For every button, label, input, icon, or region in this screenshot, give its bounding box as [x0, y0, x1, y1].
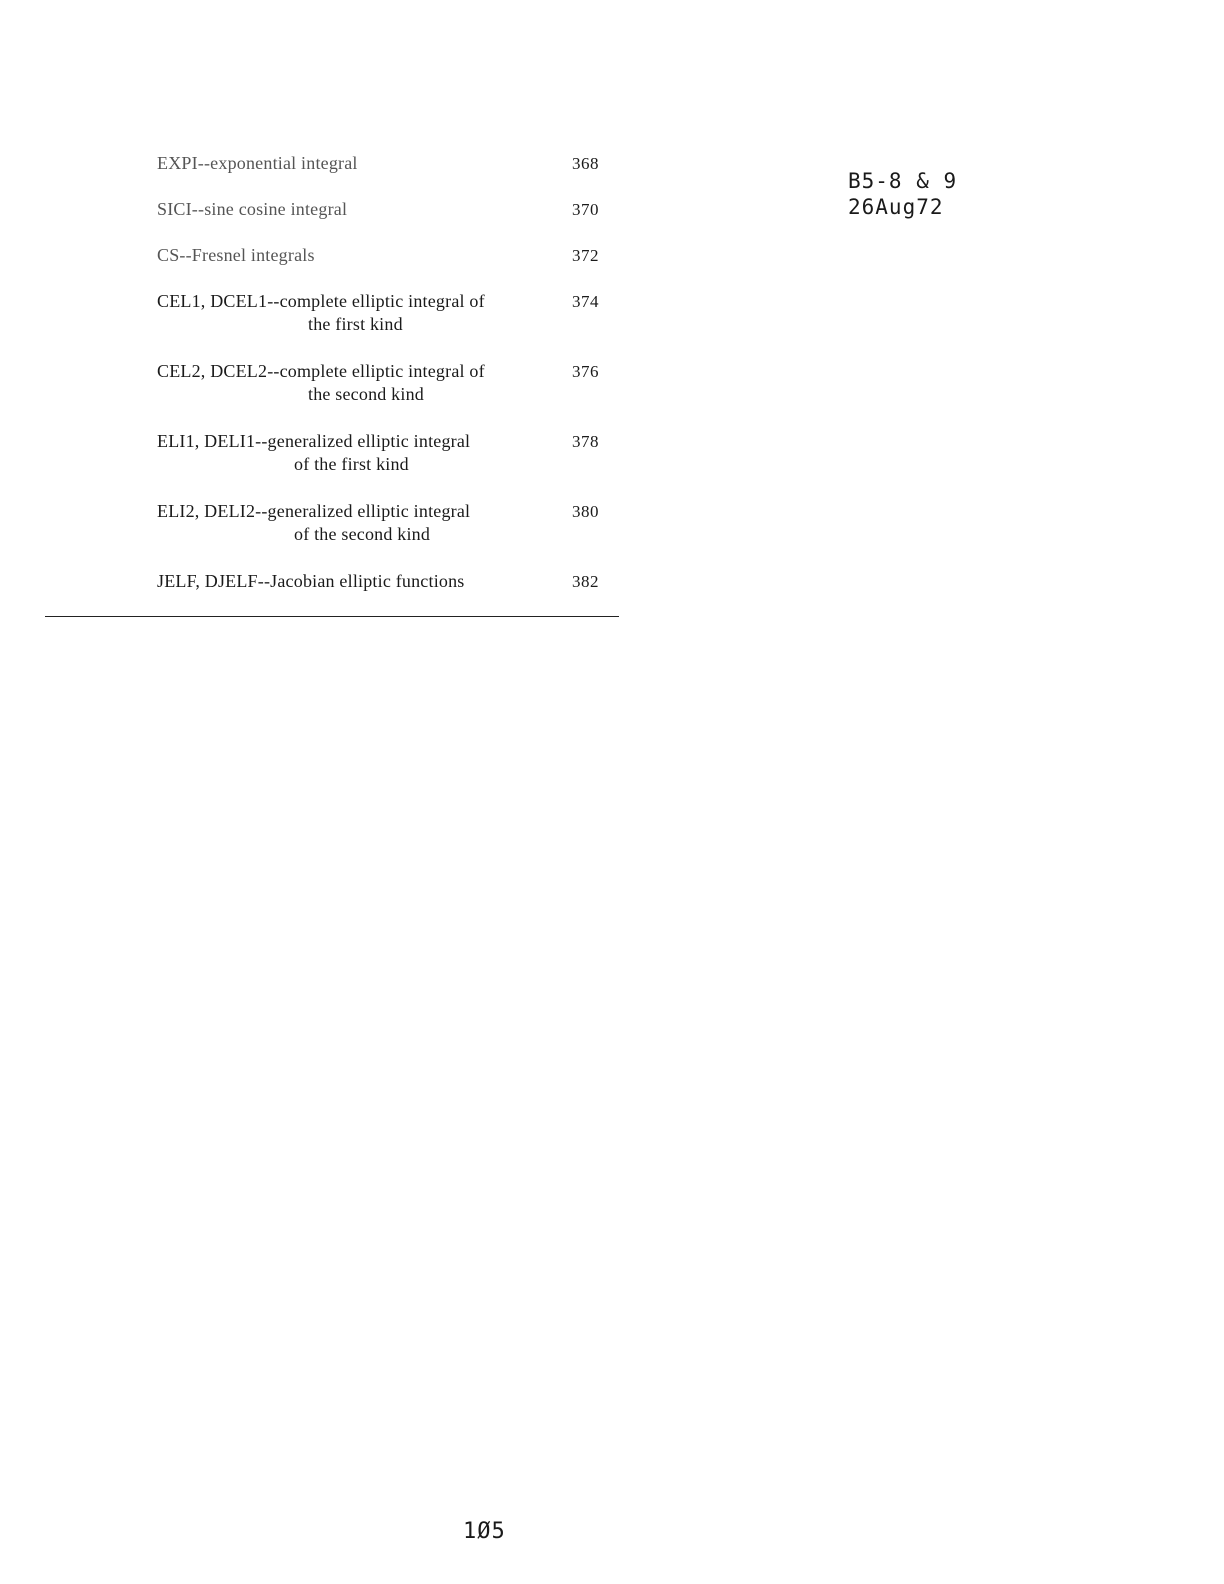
toc-entry-page: 380 [572, 502, 599, 521]
toc-entry-page: 382 [572, 572, 599, 591]
toc-entry-continuation: of the second kind [294, 524, 431, 544]
section-divider [45, 616, 619, 617]
toc-entry-jelf [157, 570, 599, 593]
toc-entry-title: ELI2, DELI2--generalized elliptic integral [157, 501, 471, 521]
toc-entry-page: 372 [572, 246, 599, 265]
toc-entry-title: ELI1, DELI1--generalized elliptic integral [157, 431, 471, 451]
toc-entry-title: CS--Fresnel integrals [157, 245, 315, 265]
toc-entry-title: CEL2, DCEL2--complete elliptic integral of [157, 361, 485, 381]
toc-entry-page: 368 [572, 154, 599, 173]
toc-entry-title: EXPI--exponential integral [157, 153, 358, 173]
toc-entry-continuation: the second kind [308, 384, 424, 404]
toc-entry-page: 370 [572, 200, 599, 219]
toc-entry-title: CEL1, DCEL1--complete elliptic integral of [157, 291, 485, 311]
stamp-line-1: B5-8 & 9 [848, 169, 958, 193]
toc-entry-sici [157, 198, 599, 221]
toc-entry-title: SICI--sine cosine integral [157, 199, 348, 219]
toc-entry-page: 378 [572, 432, 599, 451]
toc-entry-page: 376 [572, 362, 599, 381]
toc-entry-page: 374 [572, 292, 599, 311]
toc-entry-eli1 [157, 430, 599, 476]
toc-entry-continuation: of the first kind [294, 454, 409, 474]
toc-entry-expi [157, 152, 599, 175]
toc-entry-eli2 [157, 500, 599, 546]
toc-entry-title: JELF, DJELF--Jacobian elliptic functions [157, 571, 465, 591]
toc-entry-cel1 [157, 290, 599, 336]
toc-entry-continuation: the first kind [308, 314, 403, 334]
toc-entry-cel2 [157, 360, 599, 406]
revision-stamp [848, 168, 957, 220]
toc-entry-cs [157, 244, 599, 267]
stamp-line-2: 26Aug72 [848, 195, 944, 219]
page-number: 1Ø5 [463, 1519, 506, 1544]
